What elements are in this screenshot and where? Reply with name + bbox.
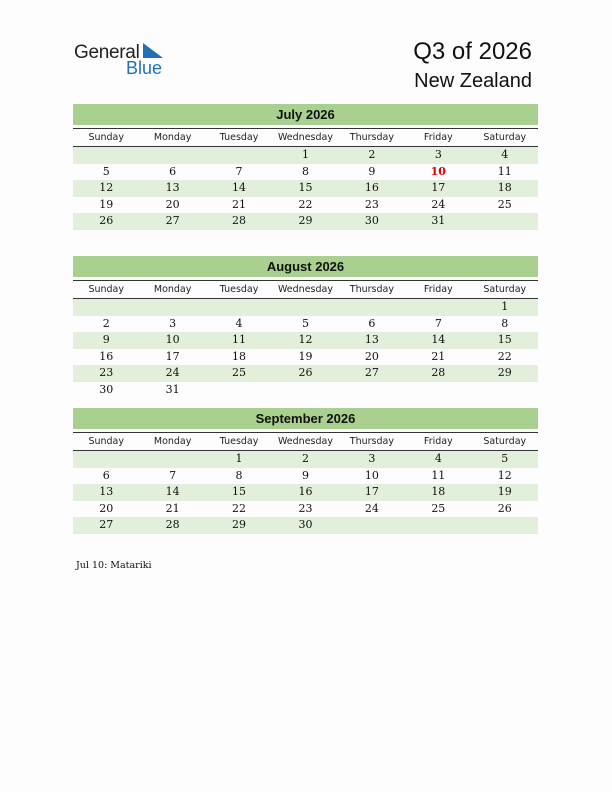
week-row	[73, 197, 538, 214]
month-september	[73, 408, 538, 534]
day-cell: 22	[497, 349, 512, 363]
weekday-label: Sunday	[88, 284, 124, 295]
day-cell	[139, 299, 205, 316]
day-cell: 11	[497, 164, 512, 178]
week-row	[73, 382, 538, 399]
week-row	[73, 451, 538, 468]
weekday-label: Sunday	[88, 436, 124, 447]
day-cell: 23	[364, 197, 379, 211]
day-cell: 5	[102, 164, 110, 178]
weekday-label: Friday	[423, 284, 453, 295]
day-cell: 9	[102, 333, 110, 346]
day-cell: 13	[165, 181, 180, 194]
day-cell: 2	[102, 316, 110, 330]
day-cell: 26	[298, 366, 313, 379]
day-cell	[339, 299, 405, 316]
day-cell	[73, 299, 139, 316]
weekday-label: Wednesday	[277, 436, 333, 447]
day-cell: 1	[235, 452, 243, 465]
weekday-label: Thursday	[349, 436, 394, 447]
day-cell	[73, 147, 139, 164]
week-row	[73, 468, 538, 485]
day-cell	[405, 382, 471, 399]
day-cell: 14	[431, 333, 446, 346]
day-cell: 26	[497, 501, 512, 515]
day-cell: 7	[169, 468, 177, 482]
day-cell: 2	[301, 452, 309, 465]
day-cell	[405, 299, 471, 316]
day-cell: 1	[501, 300, 509, 313]
weekday-label: Tuesday	[219, 436, 259, 447]
page-subtitle: New Zealand	[414, 70, 532, 92]
week-row	[73, 501, 538, 518]
day-cell	[472, 517, 538, 534]
day-cell: 15	[298, 181, 313, 194]
day-cell: 18	[431, 485, 446, 498]
weekday-label: Wednesday	[277, 132, 333, 143]
day-cell: 28	[232, 214, 247, 227]
day-cell: 27	[364, 366, 379, 379]
day-cell: 5	[501, 452, 509, 465]
day-cell: 3	[434, 148, 442, 161]
weekday-label: Monday	[153, 132, 192, 143]
day-cell: 28	[165, 518, 180, 531]
week-row	[73, 299, 538, 316]
day-cell: 15	[232, 485, 247, 498]
day-cell: 21	[165, 501, 180, 515]
day-cell: 28	[431, 366, 446, 379]
day-cell	[206, 299, 272, 316]
page-title: Q3 of 2026	[413, 38, 532, 65]
day-cell: 30	[298, 518, 313, 531]
day-cell: 20	[165, 197, 180, 211]
day-cell: 21	[431, 349, 446, 363]
day-cell: 7	[434, 316, 442, 330]
week-row	[73, 316, 538, 333]
day-cell	[272, 382, 338, 399]
week-row	[73, 517, 538, 534]
day-cell	[472, 213, 538, 230]
day-cell: 16	[99, 349, 114, 363]
weekday-label: Thursday	[349, 132, 394, 143]
week-row	[73, 180, 538, 197]
week-row	[73, 484, 538, 501]
day-cell: 10	[430, 164, 446, 178]
week-row	[73, 147, 538, 164]
day-cell: 8	[235, 468, 243, 482]
holiday-notes: Jul 10: Matariki	[76, 560, 152, 571]
logo-blue-text: Blue	[126, 58, 163, 78]
day-cell: 29	[232, 518, 247, 531]
weekday-label: Monday	[153, 284, 192, 295]
day-cell: 12	[497, 468, 512, 482]
month-title: September 2026	[73, 408, 538, 429]
day-cell: 18	[497, 181, 512, 194]
day-cell: 12	[298, 333, 313, 346]
weekday-label: Saturday	[483, 284, 527, 295]
day-cell: 25	[497, 197, 512, 211]
day-cell	[339, 517, 405, 534]
day-cell: 27	[165, 214, 180, 227]
day-cell: 10	[165, 333, 180, 346]
day-cell: 6	[169, 164, 177, 178]
weekday-label: Friday	[423, 436, 453, 447]
day-cell: 23	[99, 366, 114, 379]
week-row	[73, 164, 538, 181]
week-row	[73, 213, 538, 230]
weekday-label: Tuesday	[219, 132, 259, 143]
day-cell	[139, 147, 205, 164]
day-cell: 24	[431, 197, 446, 211]
day-cell: 22	[298, 197, 313, 211]
weekday-label: Saturday	[483, 436, 527, 447]
day-cell: 26	[99, 214, 114, 227]
weekday-label: Wednesday	[277, 284, 333, 295]
week-row	[73, 365, 538, 382]
day-cell: 29	[497, 366, 512, 379]
day-cell	[405, 517, 471, 534]
day-cell	[206, 382, 272, 399]
day-cell: 30	[99, 382, 114, 396]
day-cell: 19	[298, 349, 313, 363]
month-july	[73, 104, 538, 230]
day-cell: 27	[99, 518, 114, 531]
weekday-label: Saturday	[483, 132, 527, 143]
day-cell	[206, 147, 272, 164]
day-cell: 21	[232, 197, 247, 211]
day-cell: 29	[298, 214, 313, 227]
day-cell: 31	[431, 214, 446, 227]
logo-general-text: General	[74, 42, 140, 63]
weekday-header-row	[73, 128, 538, 147]
day-cell: 25	[232, 366, 247, 379]
day-cell: 11	[232, 333, 247, 346]
day-cell: 23	[298, 501, 313, 515]
day-cell: 22	[232, 501, 247, 515]
day-cell: 16	[364, 181, 379, 194]
day-cell: 6	[368, 316, 376, 330]
day-cell: 3	[169, 316, 177, 330]
weekday-header-row	[73, 280, 538, 299]
weekday-label: Thursday	[349, 284, 394, 295]
day-cell	[139, 451, 205, 468]
day-cell: 4	[235, 316, 243, 330]
day-cell	[272, 299, 338, 316]
day-cell: 19	[497, 485, 512, 498]
day-cell: 17	[364, 485, 379, 498]
month-title: July 2026	[73, 104, 538, 125]
day-cell	[339, 382, 405, 399]
day-cell: 2	[368, 148, 376, 161]
weekday-label: Friday	[423, 132, 453, 143]
weekday-label: Monday	[153, 436, 192, 447]
day-cell: 17	[431, 181, 446, 194]
day-cell: 13	[364, 333, 379, 346]
day-cell: 20	[364, 349, 379, 363]
day-cell: 9	[368, 164, 376, 178]
day-cell: 5	[301, 316, 309, 330]
day-cell: 8	[501, 316, 509, 330]
day-cell: 1	[301, 148, 309, 161]
day-cell: 15	[497, 333, 512, 346]
day-cell: 9	[301, 468, 309, 482]
day-cell: 31	[165, 382, 180, 396]
day-cell: 10	[364, 468, 379, 482]
day-cell: 30	[364, 214, 379, 227]
day-cell: 24	[364, 501, 379, 515]
day-cell: 13	[99, 485, 114, 498]
day-cell: 14	[165, 485, 180, 498]
day-cell: 17	[165, 349, 180, 363]
day-cell	[472, 382, 538, 399]
day-cell: 6	[102, 468, 110, 482]
weekday-header-row	[73, 432, 538, 451]
logo	[74, 42, 174, 82]
day-cell: 19	[99, 197, 114, 211]
day-cell: 11	[431, 468, 446, 482]
weekday-label: Tuesday	[219, 284, 259, 295]
day-cell: 8	[301, 164, 309, 178]
day-cell: 20	[99, 501, 114, 515]
day-cell: 4	[501, 148, 509, 161]
day-cell: 16	[298, 485, 313, 498]
day-cell	[73, 451, 139, 468]
week-row	[73, 349, 538, 366]
day-cell: 4	[434, 452, 442, 465]
month-title: August 2026	[73, 256, 538, 277]
logo-triangle-icon	[141, 43, 163, 59]
day-cell: 14	[232, 181, 247, 194]
day-cell: 12	[99, 181, 114, 194]
day-cell: 7	[235, 164, 243, 178]
week-row	[73, 332, 538, 349]
day-cell: 3	[368, 452, 376, 465]
day-cell: 25	[431, 501, 446, 515]
weekday-label: Sunday	[88, 132, 124, 143]
month-august	[73, 256, 538, 398]
day-cell: 24	[165, 366, 180, 379]
day-cell: 18	[232, 349, 247, 363]
